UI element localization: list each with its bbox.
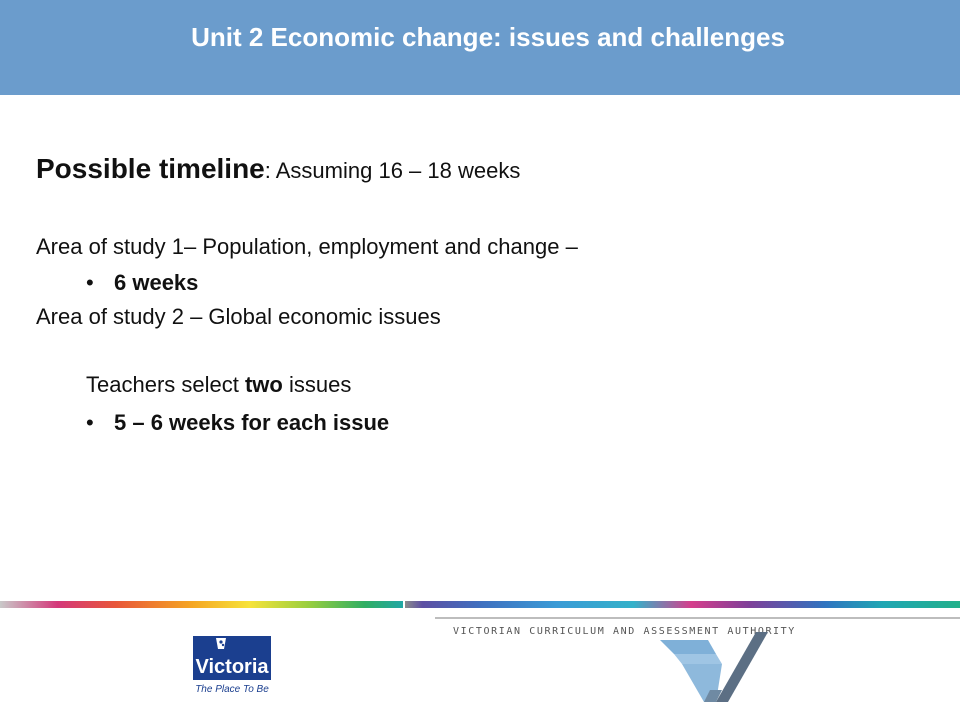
victoria-tagline: The Place To Be [195, 684, 269, 695]
vcaa-logo-icon [660, 630, 770, 705]
area-of-study-1-duration: 6 weeks [114, 270, 199, 295]
divider-gap [403, 601, 405, 608]
slide-title: Unit 2 Economic change: issues and challenges [191, 22, 785, 52]
bullet-icon: • [86, 270, 94, 295]
timeline-heading-strong: Possible timeline [36, 153, 265, 184]
teachers-select-count: two [244, 372, 283, 397]
area-of-study-2-bullet [86, 410, 389, 436]
area-of-study-2-duration: 5 – 6 weeks for each issue [114, 410, 390, 435]
teachers-select-line [86, 372, 351, 398]
victoria-logo-text: Victoria [195, 656, 269, 678]
victoria-logo [192, 634, 274, 696]
header-bar [0, 0, 960, 95]
teachers-select-prefix: Teachers select [86, 372, 245, 397]
rainbow-divider [0, 601, 960, 608]
area-of-study-1: Area of study 1– Population, employment and change – [36, 234, 578, 259]
bullet-icon: • [86, 410, 94, 435]
area-of-study-1-bullet [86, 270, 198, 296]
teachers-select-suffix: issues [282, 372, 352, 397]
timeline-heading [36, 153, 520, 185]
authority-label: VICTORIAN CURRICULUM AND ASSESSMENT AUTHORITY [453, 626, 796, 637]
footer-rule [435, 617, 960, 619]
timeline-heading-rest: : Assuming 16 – 18 weeks [264, 158, 521, 183]
area-of-study-2: Area of study 2 – Global economic issues [36, 304, 441, 329]
